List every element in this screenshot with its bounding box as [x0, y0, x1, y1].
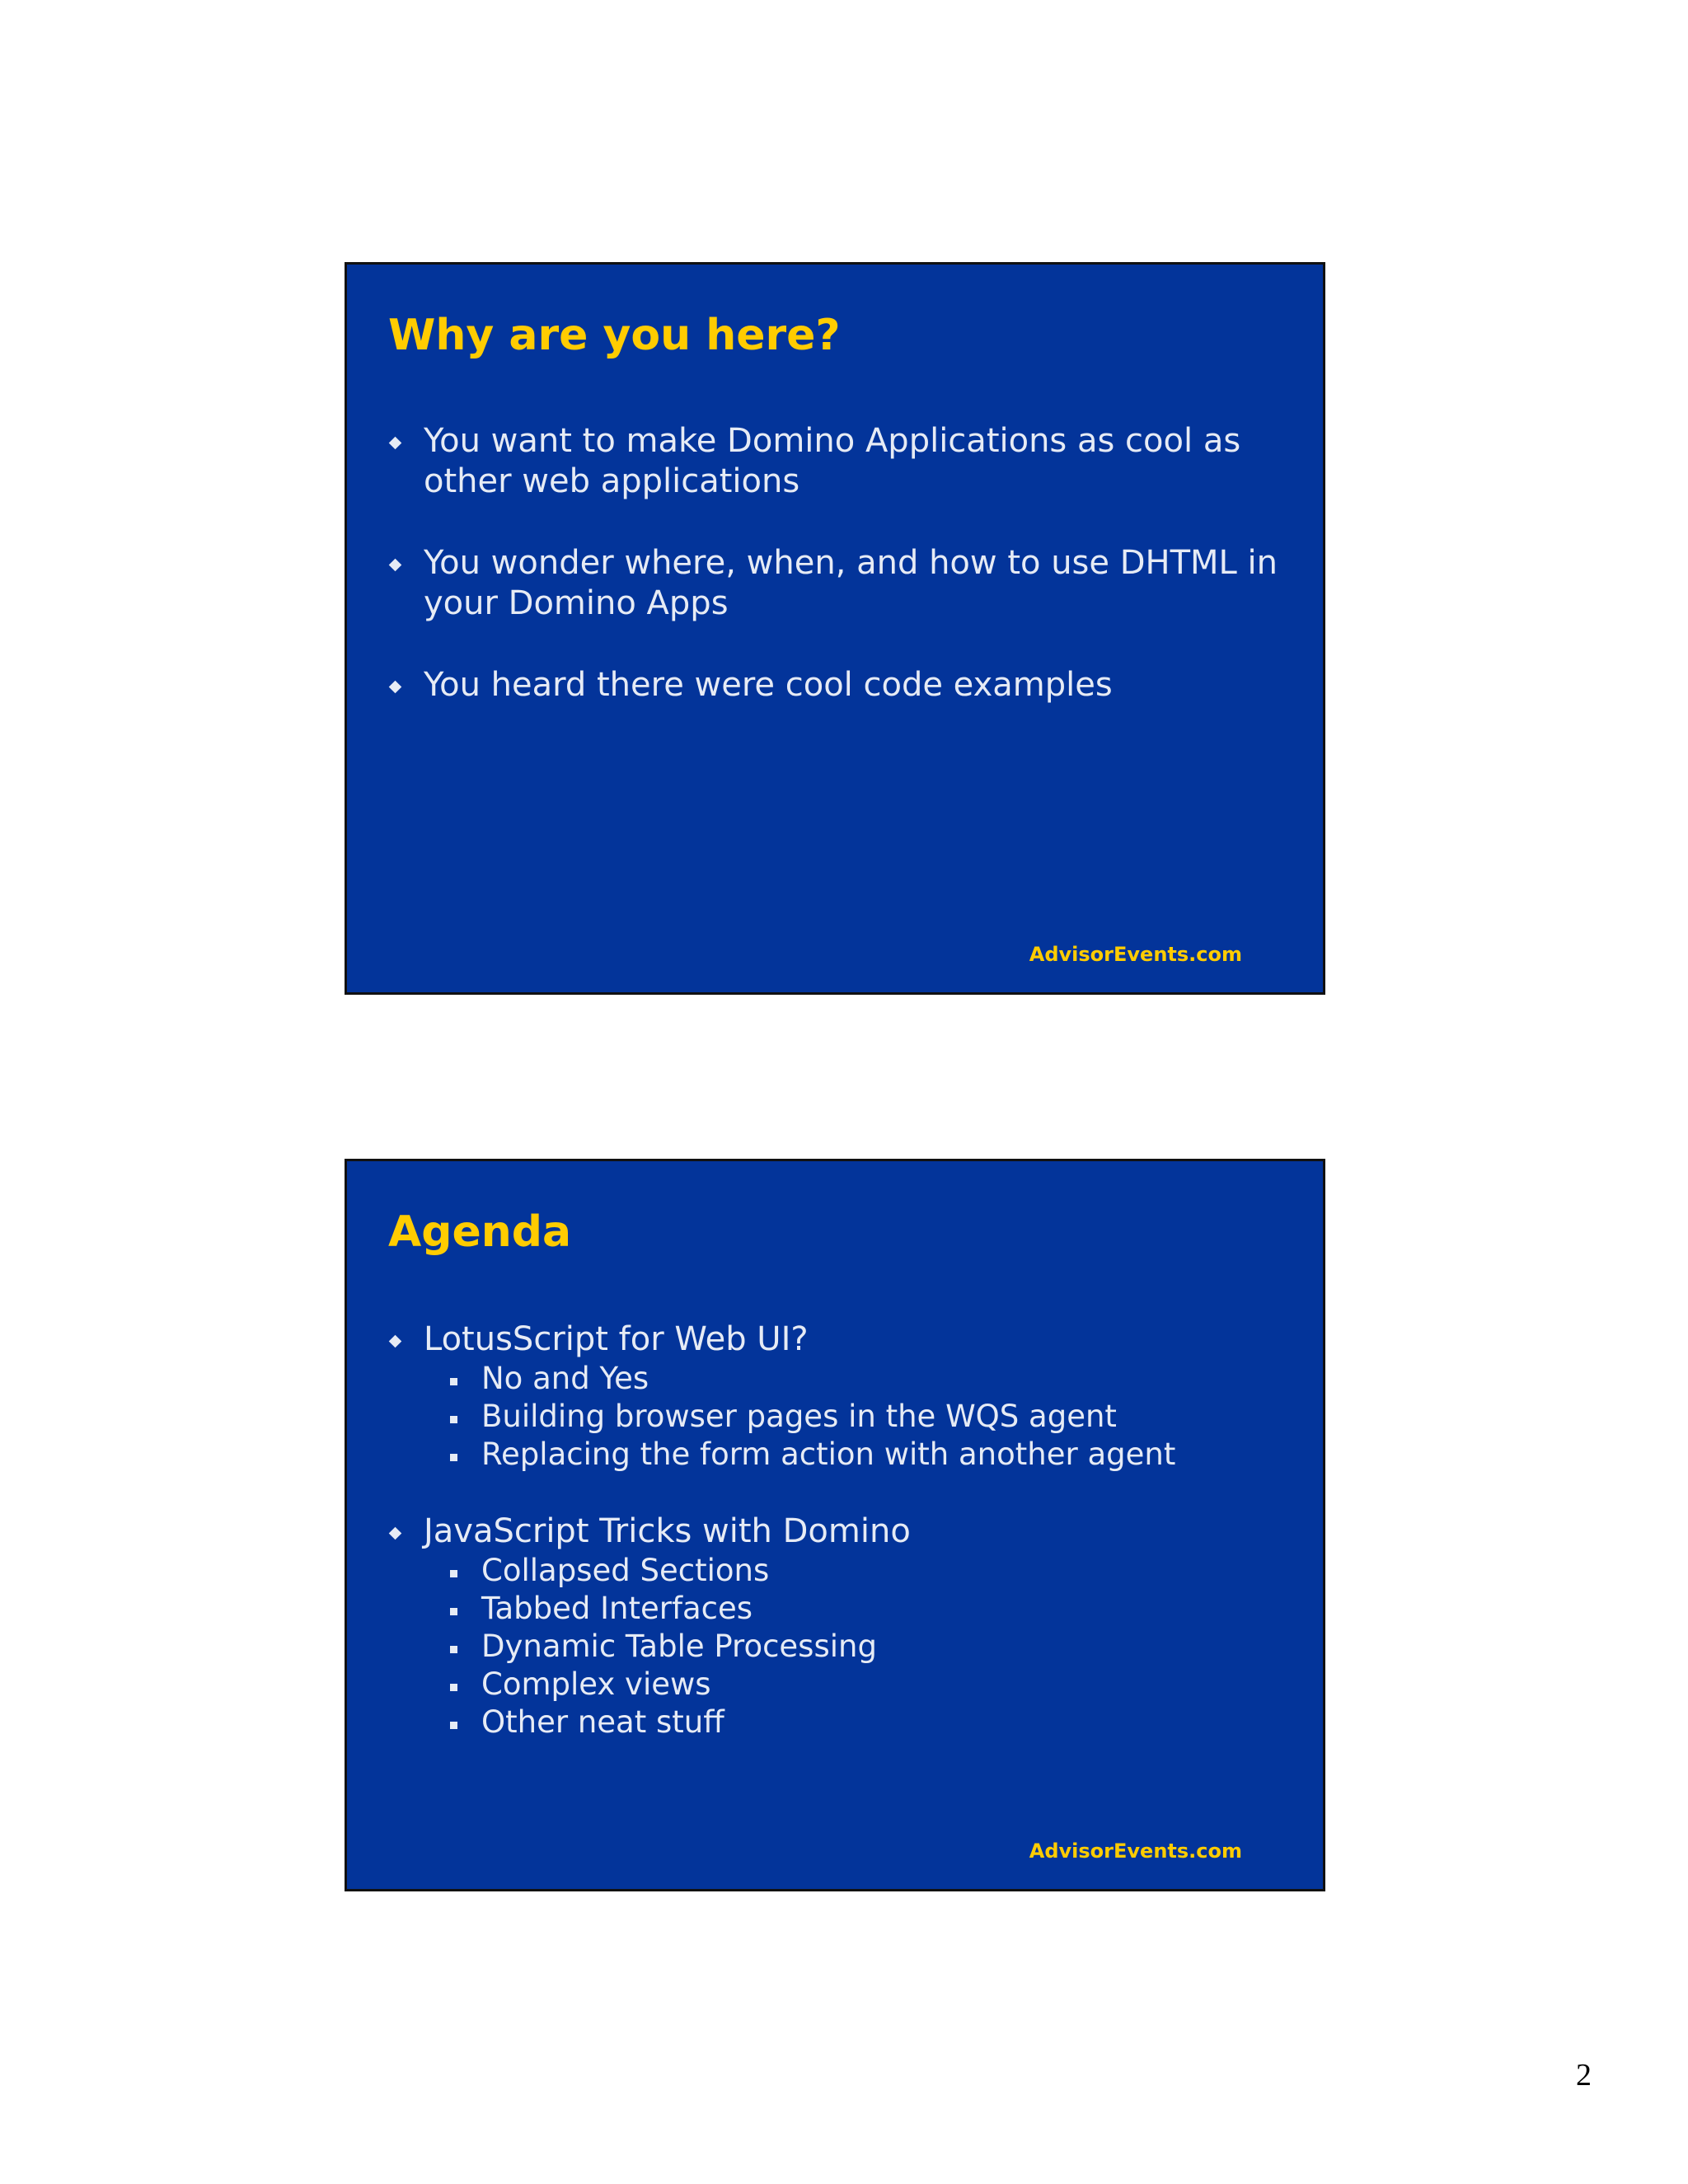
diamond-bullet-icon — [389, 681, 402, 694]
sub-bullet-text: Dynamic Table Processing — [481, 1629, 877, 1664]
diamond-bullet-icon — [389, 437, 402, 450]
square-bullet-icon — [450, 1646, 457, 1653]
bullet-text: You heard there were cool code examples — [424, 666, 1113, 704]
bullet-text: You wonder where, when, and how to use DHTML in your Domino Apps — [424, 544, 1278, 622]
slide-why-are-you-here — [345, 262, 1325, 995]
square-bullet-icon — [450, 1378, 457, 1385]
sub-bullet-text: Tabbed Interfaces — [481, 1591, 753, 1626]
square-bullet-icon — [450, 1722, 457, 1729]
sub-bullet-text: Building browser pages in the WQS agent — [481, 1399, 1117, 1434]
diamond-bullet-icon — [389, 559, 402, 572]
sub-bullet-text: Replacing the form action with another agent — [481, 1436, 1176, 1472]
bullet-text: LotusScript for Web UI? — [424, 1320, 809, 1358]
sub-bullet-text: Other neat stuff — [481, 1704, 724, 1740]
square-bullet-icon — [450, 1570, 457, 1577]
sub-bullet-list — [424, 1552, 1290, 1741]
bullet-item — [388, 665, 1290, 705]
sub-bullet-item — [424, 1552, 1290, 1590]
sub-bullet-item — [424, 1436, 1290, 1474]
bullet-list — [388, 421, 1290, 747]
sub-bullet-text: No and Yes — [481, 1361, 649, 1396]
sub-bullet-item — [424, 1398, 1290, 1436]
sub-bullet-item — [424, 1628, 1290, 1666]
bullet-text: JavaScript Tricks with Domino — [424, 1512, 911, 1550]
slide-agenda — [345, 1159, 1325, 1891]
bullet-list — [388, 1319, 1290, 1779]
slide-footer: AdvisorEvents.com — [1029, 943, 1242, 966]
page-number: 2 — [1576, 2058, 1592, 2093]
square-bullet-icon — [450, 1608, 457, 1615]
bullet-item — [388, 543, 1290, 624]
sub-bullet-text: Complex views — [481, 1666, 711, 1702]
square-bullet-icon — [450, 1454, 457, 1461]
bullet-item — [388, 1319, 1290, 1474]
sub-bullet-list — [424, 1360, 1290, 1474]
diamond-bullet-icon — [389, 1527, 402, 1540]
bullet-item — [388, 1511, 1290, 1741]
square-bullet-icon — [450, 1684, 457, 1691]
sub-bullet-item — [424, 1590, 1290, 1628]
bullet-item — [388, 421, 1290, 502]
slide-title: Agenda — [388, 1207, 572, 1257]
slide-footer: AdvisorEvents.com — [1029, 1840, 1242, 1863]
square-bullet-icon — [450, 1416, 457, 1423]
sub-bullet-item — [424, 1360, 1290, 1398]
sub-bullet-text: Collapsed Sections — [481, 1553, 770, 1588]
sub-bullet-item — [424, 1704, 1290, 1741]
slide-title: Why are you here? — [388, 311, 841, 360]
bullet-text: You want to make Domino Applications as cool as other web applications — [424, 422, 1241, 500]
sub-bullet-item — [424, 1666, 1290, 1704]
diamond-bullet-icon — [389, 1335, 402, 1348]
